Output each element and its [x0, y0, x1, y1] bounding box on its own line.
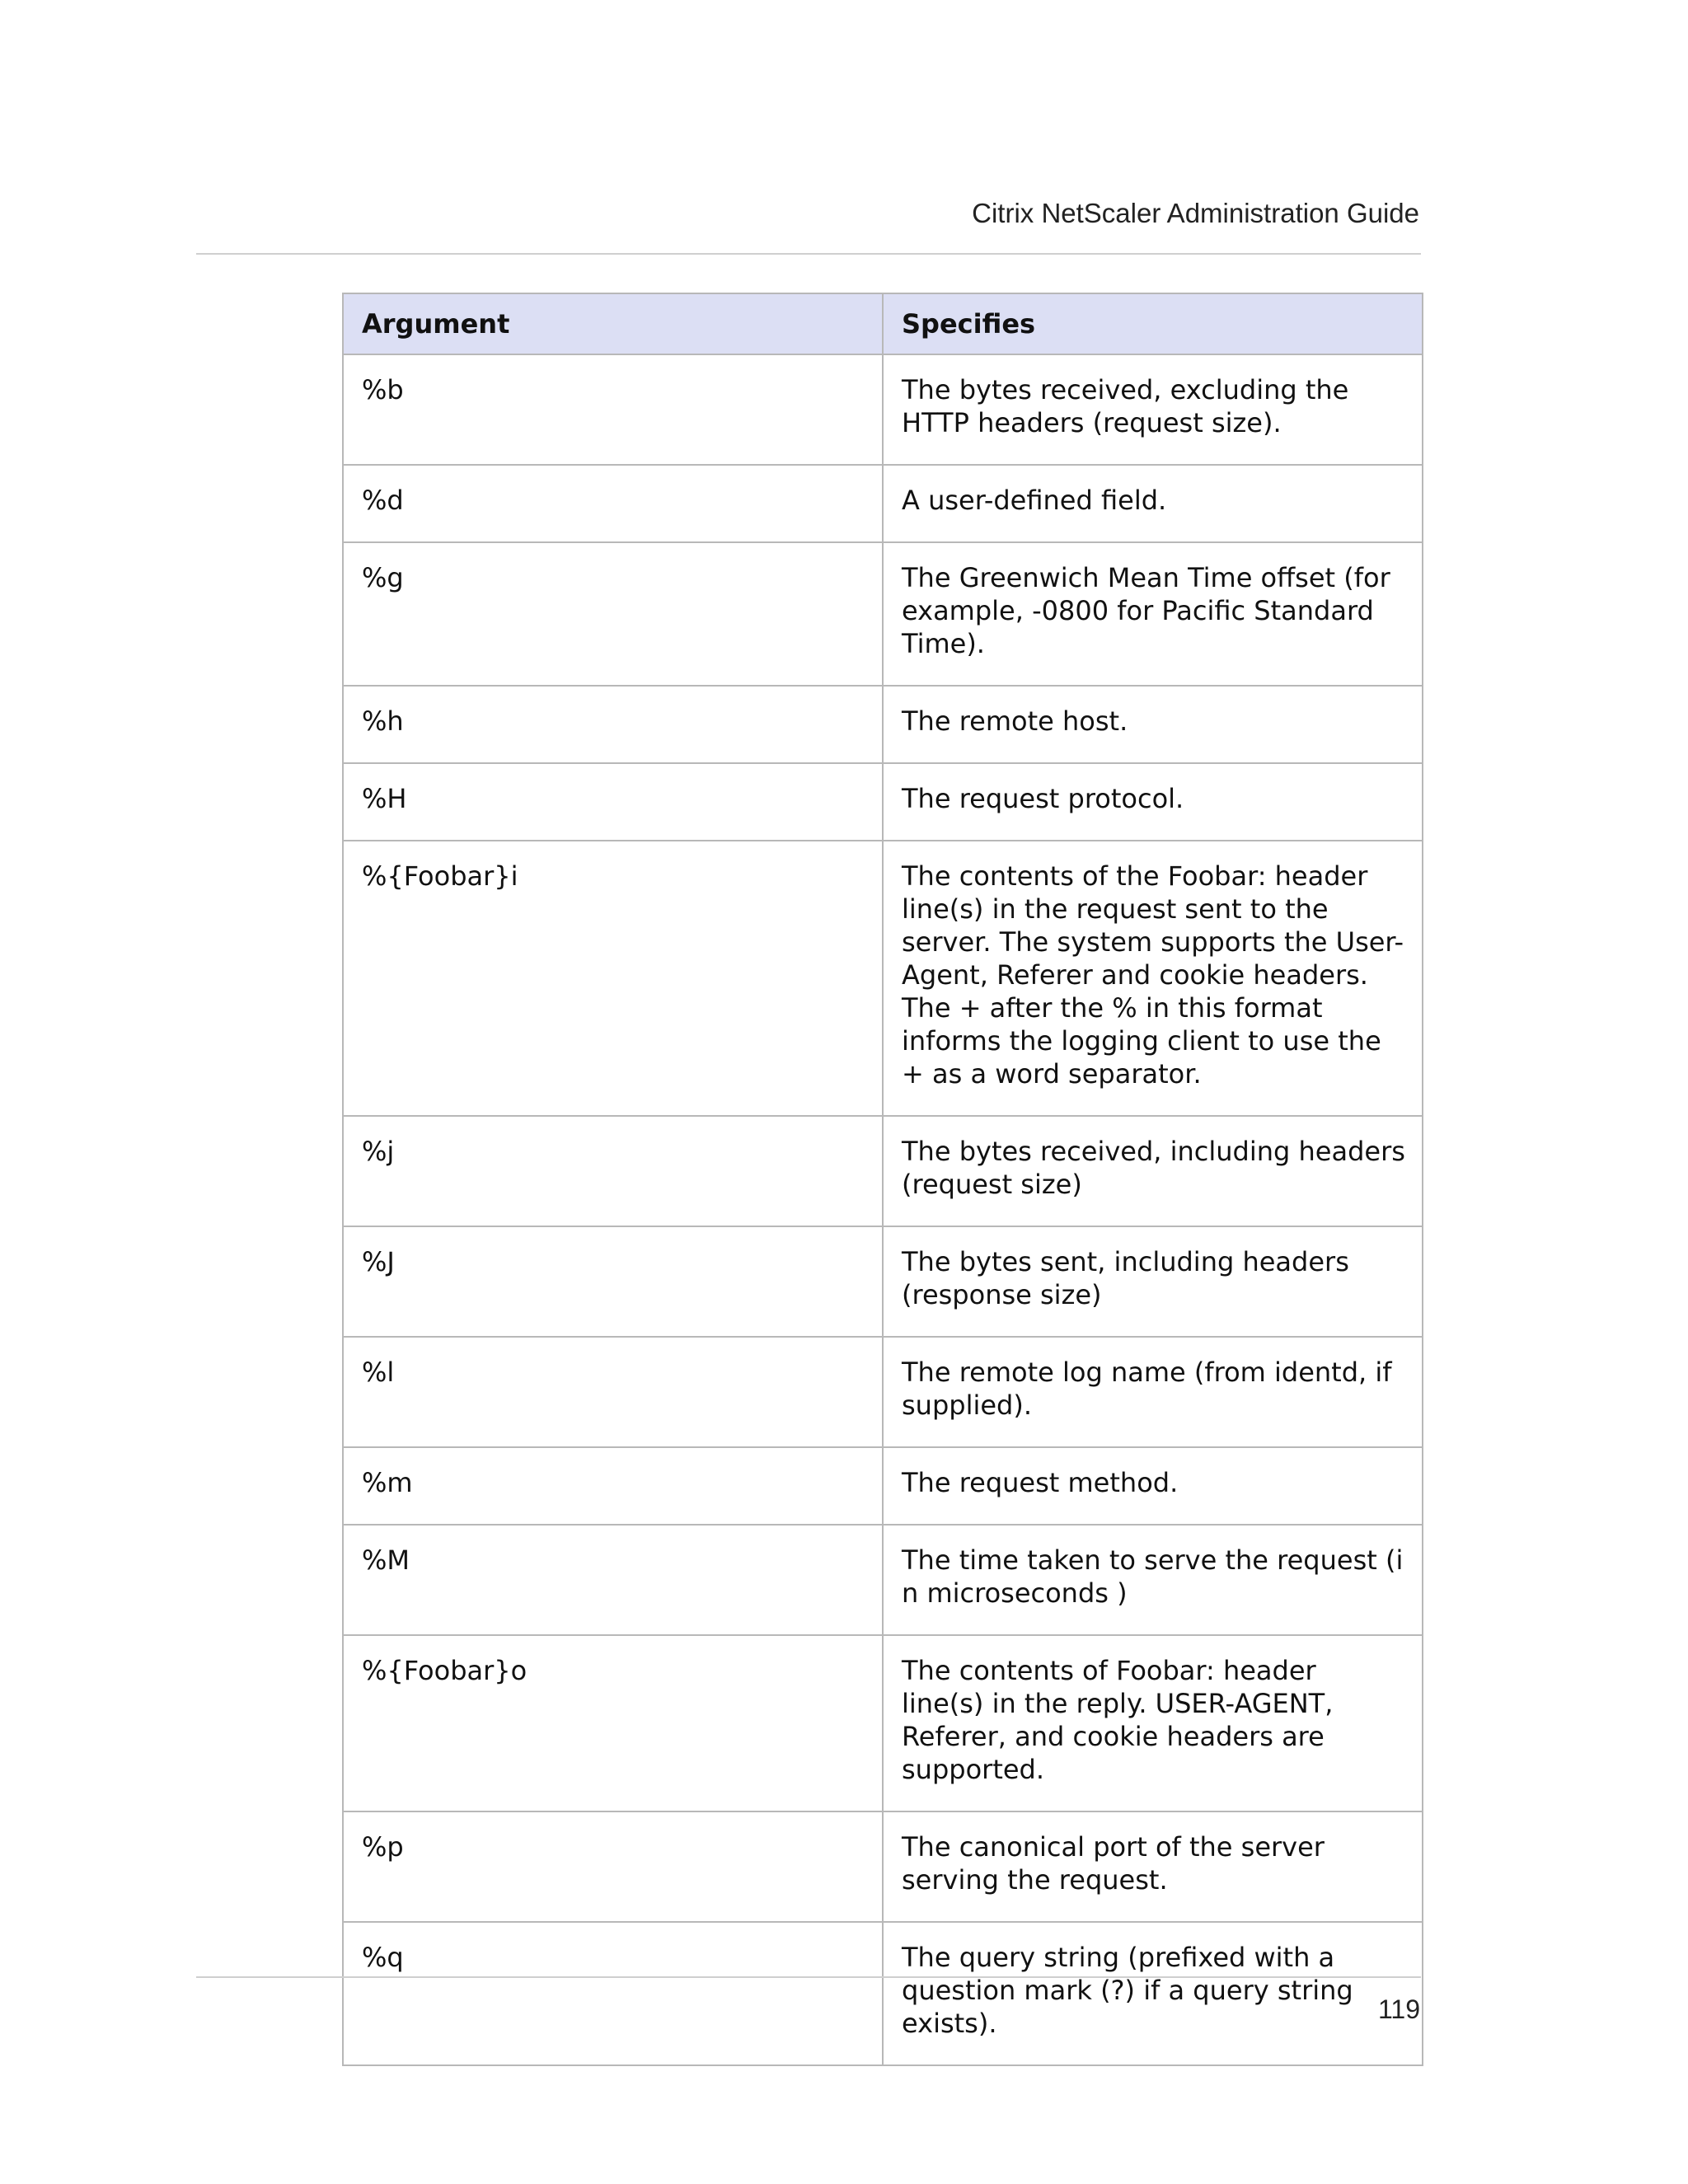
arguments-table: [342, 293, 1423, 2066]
argument-cell: %M: [343, 1525, 883, 1635]
argument-cell: %j: [343, 1116, 883, 1226]
argument-cell: %d: [343, 465, 883, 542]
table-row: [343, 1447, 1423, 1525]
table-row: [343, 354, 1423, 465]
specifies-cell: The time taken to serve the request (i n microseconds ): [883, 1525, 1423, 1635]
specifies-cell: The remote log name (from identd, if supplied).: [883, 1337, 1423, 1447]
specifies-cell: The bytes received, excluding the HTTP headers (request size).: [883, 354, 1423, 465]
specifies-cell: The contents of the Foobar: header line(s) in the request sent to the server. The system supports the User-Agent, Referer and cookie headers. The + after the % in this format informs the logging client to use the + as a word separator.: [883, 841, 1423, 1116]
table-row: [343, 1116, 1423, 1226]
specifies-cell: A user-defined field.: [883, 465, 1423, 542]
argument-cell: %l: [343, 1337, 883, 1447]
argument-cell: %p: [343, 1811, 883, 1922]
table-row: [343, 1337, 1423, 1447]
specifies-cell: The request method.: [883, 1447, 1423, 1525]
argument-cell: %b: [343, 354, 883, 465]
argument-cell: %q: [343, 1922, 883, 2065]
specifies-cell: The contents of Foobar: header line(s) in the reply. USER-AGENT, Referer, and cookie headers are supported.: [883, 1635, 1423, 1811]
column-header-specifies: Specifies: [883, 293, 1423, 354]
table-row: [343, 1922, 1423, 2065]
running-header: Citrix NetScaler Administration Guide: [972, 198, 1419, 228]
column-header-argument: Argument: [343, 293, 883, 354]
table-row: [343, 763, 1423, 841]
specifies-cell: The bytes received, including headers (request size): [883, 1116, 1423, 1226]
table-row: [343, 465, 1423, 542]
argument-cell: %h: [343, 686, 883, 763]
table-row: [343, 1635, 1423, 1811]
header-rule: [196, 253, 1421, 255]
specifies-cell: The canonical port of the server serving the request.: [883, 1811, 1423, 1922]
table-header-row: [343, 293, 1423, 354]
specifies-cell: The bytes sent, including headers (response size): [883, 1226, 1423, 1337]
footer-rule: [196, 1976, 1421, 1978]
table-row: [343, 1525, 1423, 1635]
specifies-cell: The Greenwich Mean Time offset (for example, -0800 for Pacific Standard Time).: [883, 542, 1423, 686]
argument-cell: %J: [343, 1226, 883, 1337]
argument-cell: %{Foobar}o: [343, 1635, 883, 1811]
table-row: [343, 686, 1423, 763]
argument-cell: %g: [343, 542, 883, 686]
table-row: [343, 542, 1423, 686]
specifies-cell: The remote host.: [883, 686, 1423, 763]
argument-cell: %m: [343, 1447, 883, 1525]
argument-cell: %{Foobar}i: [343, 841, 883, 1116]
argument-cell: %H: [343, 763, 883, 841]
page-number: 119: [1377, 1994, 1420, 2024]
table-row: [343, 1811, 1423, 1922]
table-row: [343, 841, 1423, 1116]
specifies-cell: The request protocol.: [883, 763, 1423, 841]
table-row: [343, 1226, 1423, 1337]
specifies-cell: The query string (prefixed with a question mark (?) if a query string exists).: [883, 1922, 1423, 2065]
